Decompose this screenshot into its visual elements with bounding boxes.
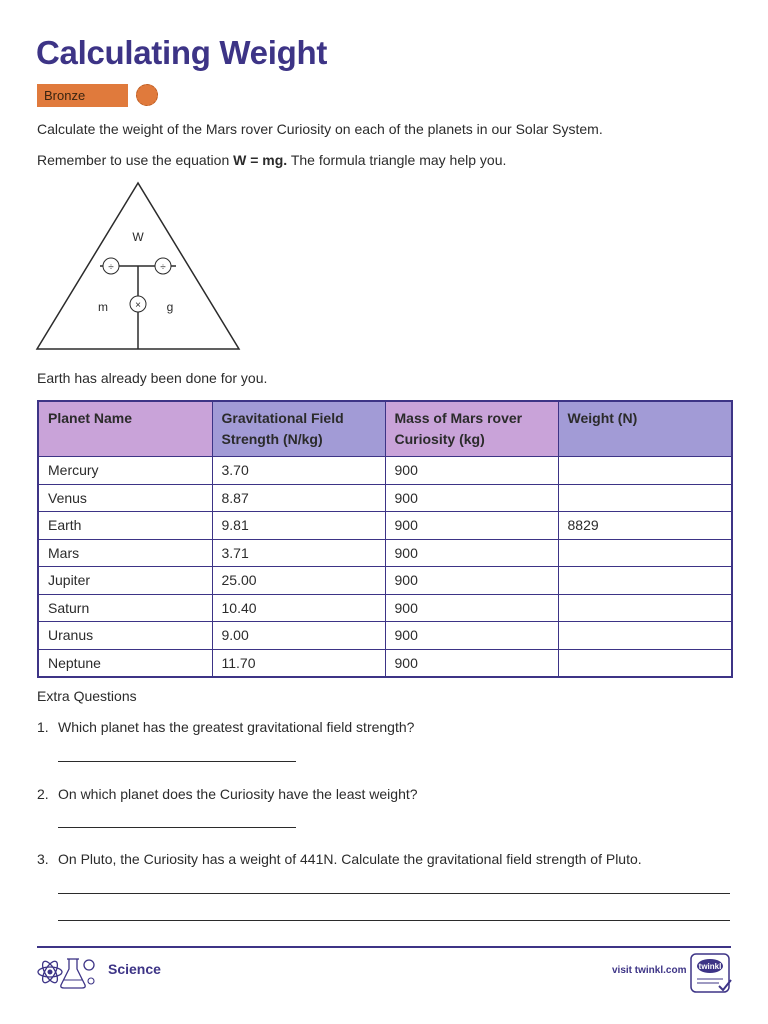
table-cell: Saturn (38, 594, 212, 622)
table-cell: 11.70 (212, 649, 385, 677)
question-text: On which planet does the Curiosity have the least weight? (58, 786, 418, 802)
table-cell: 8.87 (212, 484, 385, 512)
question-2 (37, 786, 418, 802)
weight-answer-cell[interactable] (558, 594, 732, 622)
table-cell: 900 (385, 457, 558, 485)
question-number: 2. (37, 786, 49, 802)
column-header: Gravitational Field Strength (N/kg) (212, 401, 385, 457)
triangle-gravity-label: g (166, 300, 174, 314)
table-cell: 900 (385, 622, 558, 650)
question-number: 1. (37, 719, 49, 735)
table-cell: 900 (385, 594, 558, 622)
weight-answer-cell[interactable] (558, 457, 732, 485)
table-row (38, 539, 732, 567)
footer-website-link[interactable]: visit twinkl.com (612, 965, 687, 976)
weight-answer-cell[interactable] (558, 649, 732, 677)
triangle-weight-label: W (132, 230, 144, 244)
table-cell: 900 (385, 567, 558, 595)
science-icon (36, 953, 98, 991)
column-header: Mass of Mars rover Curiosity (kg) (385, 401, 558, 457)
table-cell: 25.00 (212, 567, 385, 595)
earth-note: Earth has already been done for you. (37, 370, 268, 386)
table-cell: Venus (38, 484, 212, 512)
divide-symbol-left: ÷ (108, 262, 114, 273)
question-number: 3. (37, 851, 49, 867)
column-header: Planet Name (38, 401, 212, 457)
table-cell: 900 (385, 484, 558, 512)
table-cell: Uranus (38, 622, 212, 650)
table-body (38, 457, 732, 678)
table-cell: 9.81 (212, 512, 385, 540)
table-cell: Mars (38, 539, 212, 567)
weight-answer-cell: 8829 (558, 512, 732, 540)
planet-weight-table (37, 400, 733, 678)
answer-line-1[interactable] (58, 761, 296, 762)
weight-answer-cell[interactable] (558, 622, 732, 650)
formula-triangle (34, 180, 244, 352)
intro-text: Calculate the weight of the Mars rover Curiosity on each of the planets in our Solar System. (37, 121, 603, 137)
weight-answer-cell[interactable] (558, 484, 732, 512)
question-text: On Pluto, the Curiosity has a weight of 441N. Calculate the gravitational field strength of Pluto. (58, 851, 642, 867)
divide-symbol-right: ÷ (160, 262, 166, 273)
table-row (38, 484, 732, 512)
table-header-row (38, 401, 732, 457)
table-row (38, 622, 732, 650)
page-title: Calculating Weight (36, 34, 328, 71)
footer-divider (37, 946, 731, 948)
table-cell: 900 (385, 539, 558, 567)
table-row (38, 512, 732, 540)
multiply-symbol: × (135, 300, 141, 311)
table-row (38, 649, 732, 677)
extra-questions-heading: Extra Questions (37, 688, 137, 704)
logo-text: twinkl (698, 962, 722, 971)
table-row (38, 457, 732, 485)
table-cell: Earth (38, 512, 212, 540)
twinkl-quality-logo-icon (689, 952, 733, 994)
table-cell: 9.00 (212, 622, 385, 650)
table-cell: Mercury (38, 457, 212, 485)
answer-line-3a[interactable] (58, 893, 730, 894)
triangle-mass-label: m (98, 300, 108, 314)
question-1 (37, 719, 414, 735)
question-3 (37, 851, 642, 867)
table-cell: 3.70 (212, 457, 385, 485)
table-row (38, 594, 732, 622)
equation-prefix: Remember to use the equation (37, 152, 234, 168)
table-row (38, 567, 732, 595)
weight-answer-cell[interactable] (558, 539, 732, 567)
column-header: Weight (N) (558, 401, 732, 457)
equation: W = mg. (233, 152, 288, 168)
equation-suffix: The formula triangle may help you. (287, 152, 507, 168)
bronze-medal-icon (136, 84, 158, 106)
equation-instruction (37, 152, 506, 168)
table-cell: 10.40 (212, 594, 385, 622)
table-cell: 900 (385, 512, 558, 540)
table-cell: 900 (385, 649, 558, 677)
table-cell: 3.71 (212, 539, 385, 567)
answer-line-2[interactable] (58, 827, 296, 828)
answer-line-3b[interactable] (58, 920, 730, 921)
question-text: Which planet has the greatest gravitational field strength? (58, 719, 415, 735)
weight-answer-cell[interactable] (558, 567, 732, 595)
footer-subject: Science (108, 961, 161, 977)
table-cell: Jupiter (38, 567, 212, 595)
table-cell: Neptune (38, 649, 212, 677)
level-badge: Bronze (37, 84, 128, 107)
